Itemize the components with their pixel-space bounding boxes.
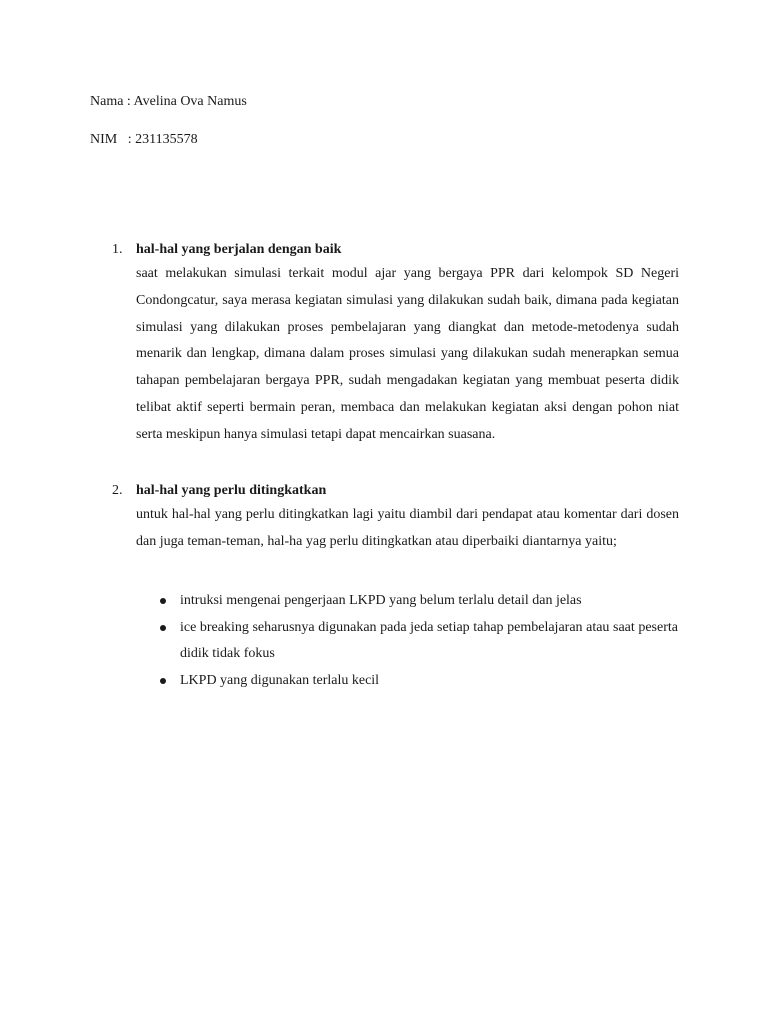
list-item	[90, 668, 678, 694]
section-number: 1.	[112, 242, 123, 257]
improvement-list	[90, 588, 680, 695]
list-item	[90, 588, 678, 614]
student-name: Nama : Avelina Ova Namus	[90, 94, 247, 109]
list-item	[90, 615, 678, 667]
list-item-text: LKPD yang digunakan terlalu kecil	[180, 673, 380, 688]
section-number: 2.	[112, 483, 123, 498]
list-item-text: ice breaking seharusnya digunakan pada jeda setiap tahap pembelajaran atau saat peserta didik tidak fokus	[180, 620, 678, 661]
bullet-icon	[160, 678, 166, 684]
section-paragraph: saat melakukan simulasi terkait modul ajar yang bergaya PPR dari kelompok SD Negeri Condongcatur, saya merasa kegiatan simulasi yang dilakukan sudah baik, dimana pada kegiatan simulasi yang dilakukan proses pembelajaran yang diangkat dan metode-metodenya sudah menarik dan lengkap, dimana dalam proses simulasi yang dilakukan sudah menerapkan semua tahapan pembelajaran bergaya PPR, sudah mengadakan kegiatan yang membuat peserta didik telibat aktif seperti bermain peran, membaca dan melakukan kegiatan aksi dengan pohon niat serta meskipun hanya simulasi tetapi dapat mencairkan suasana.	[136, 266, 679, 442]
bullet-icon	[160, 598, 166, 604]
list-item-text: intruksi mengenai pengerjaan LKPD yang belum terlalu detail dan jelas	[180, 593, 582, 608]
section-heading: hal-hal yang berjalan dengan baik	[136, 242, 342, 257]
bullet-icon	[160, 625, 166, 631]
section-paragraph: untuk hal-hal yang perlu ditingkatkan lagi yaitu diambil dari pendapat atau komentar dari dosen dan juga teman-teman, hal-ha yag perlu ditingkatkan atau diperbaiki diantarnya yaitu;	[136, 507, 679, 549]
section-heading: hal-hal yang perlu ditingkatkan	[136, 483, 327, 498]
student-nim: NIM : 231135578	[90, 132, 198, 147]
